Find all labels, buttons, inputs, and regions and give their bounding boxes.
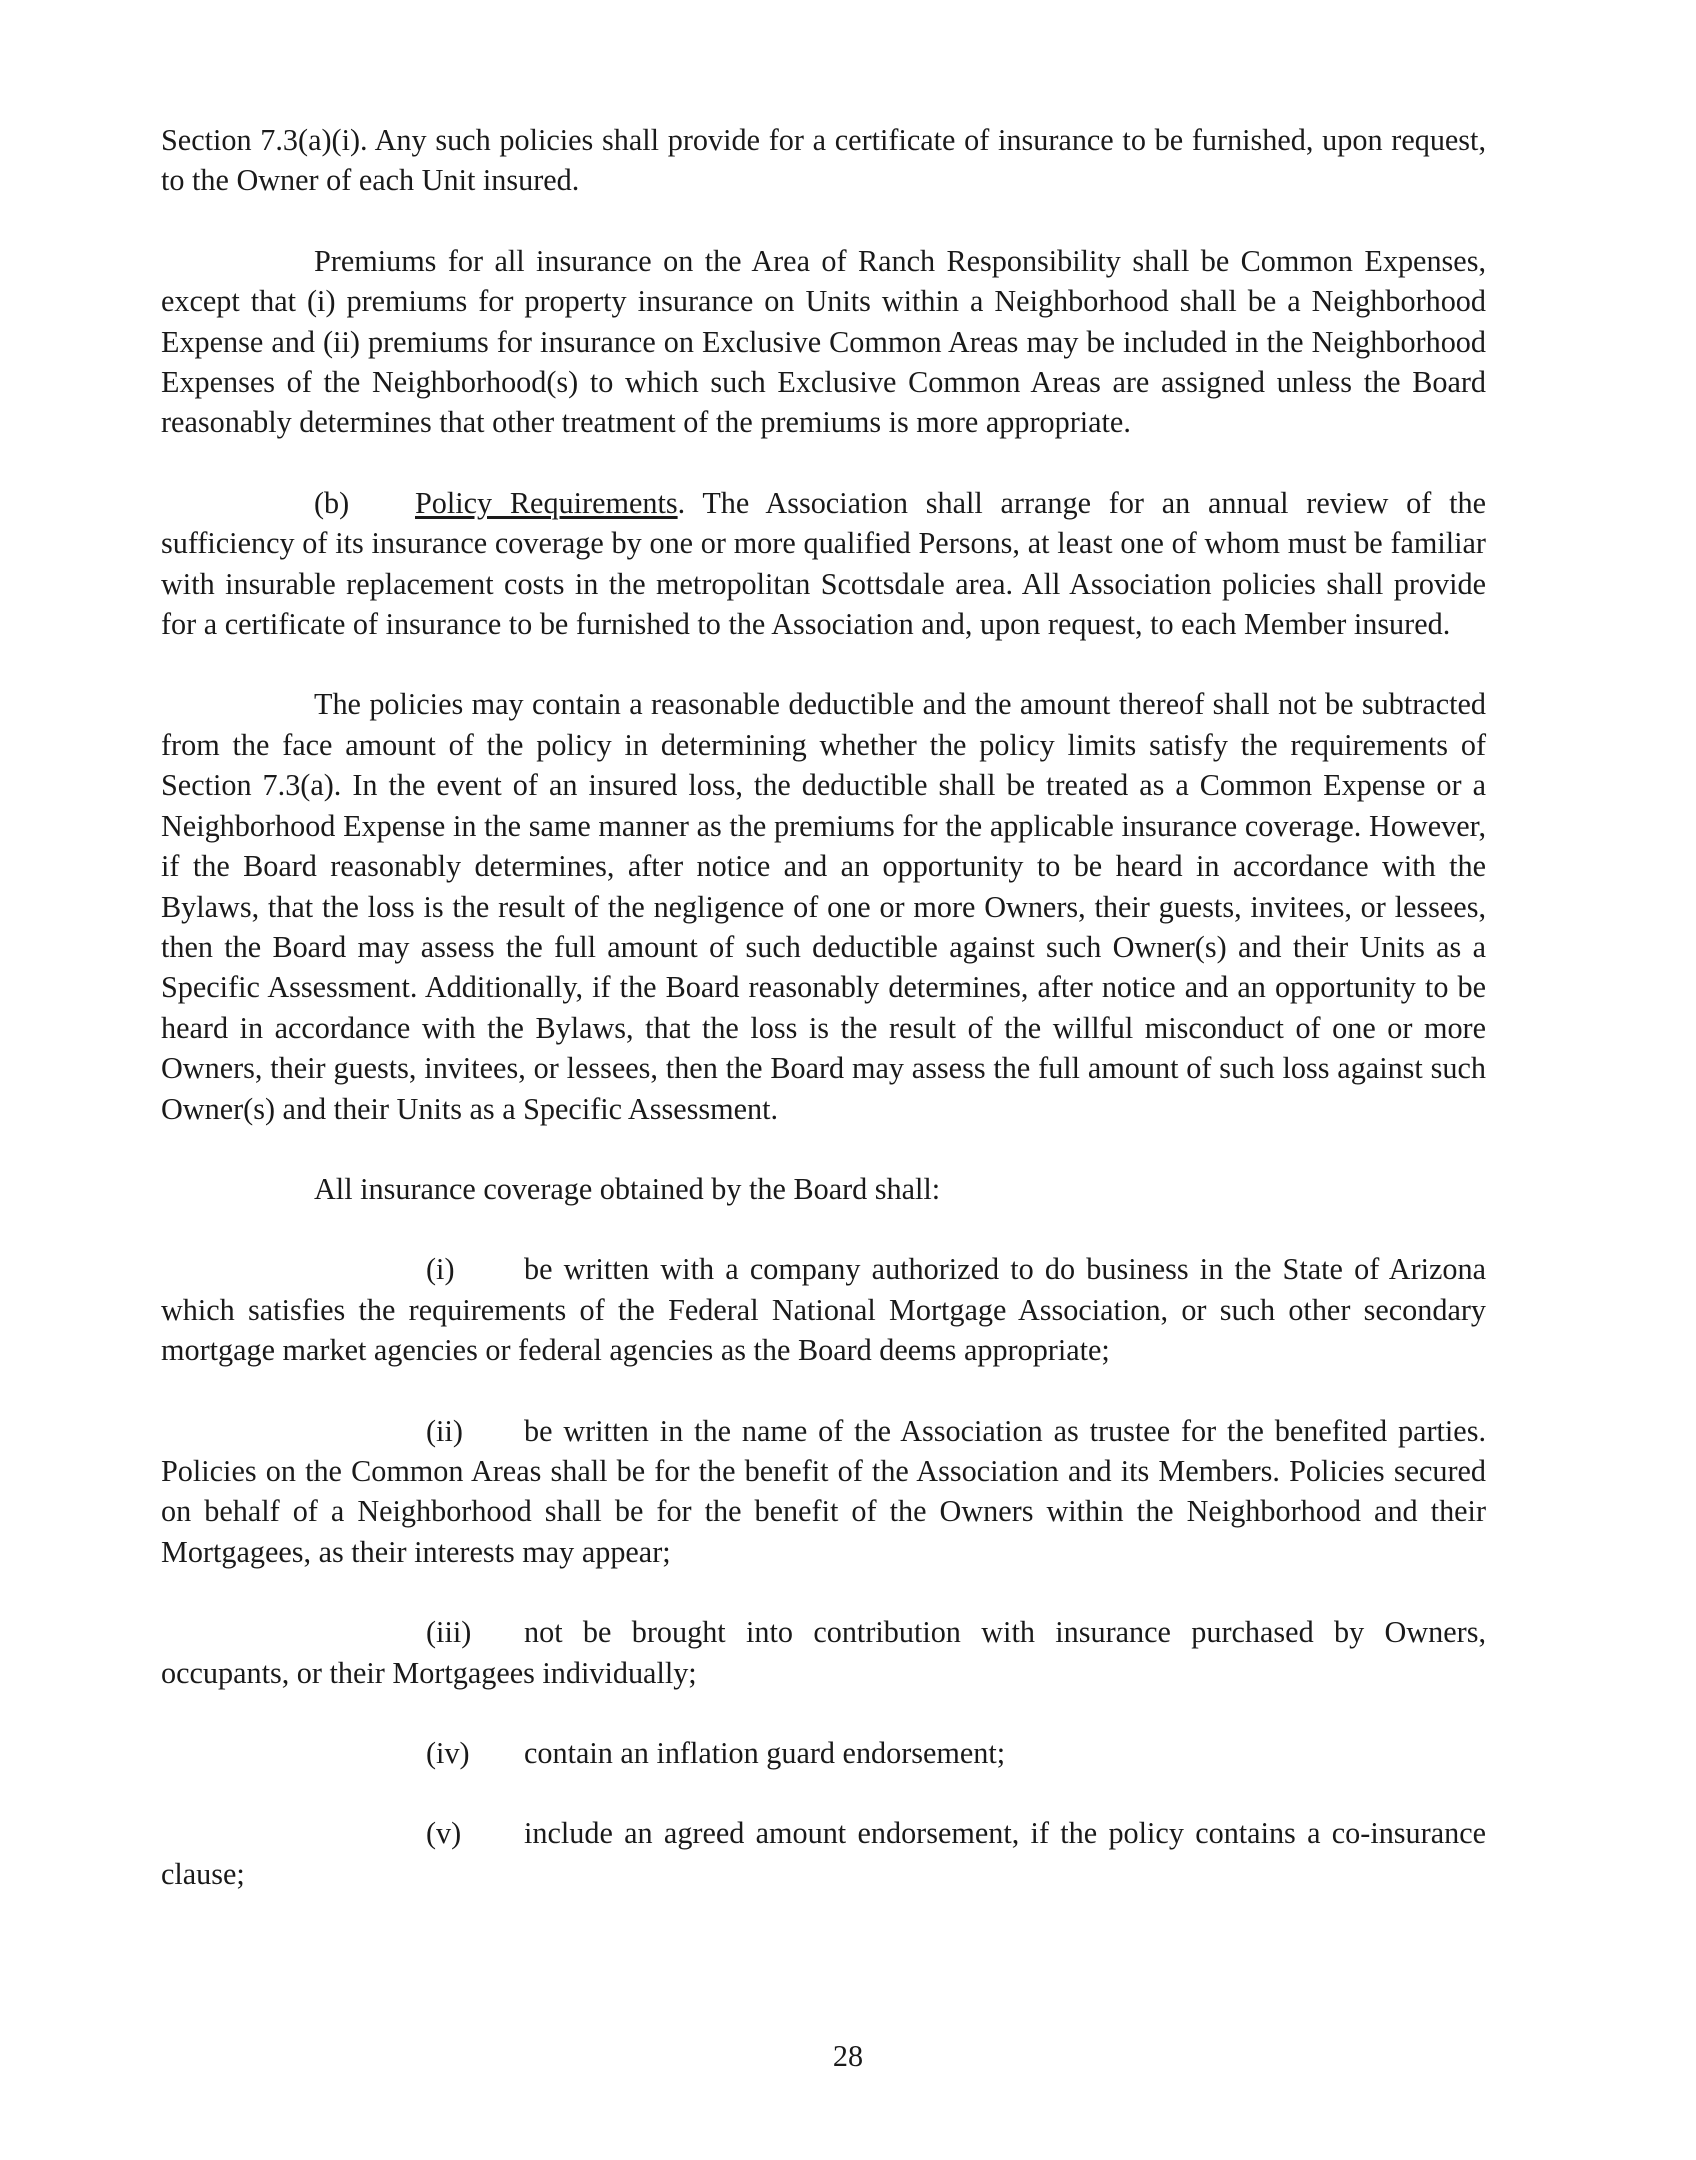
paragraph-continuation: Section 7.3(a)(i). Any such policies shall provide for a certificate of insurance to be furnished, upon request, to the Owner of each Unit insured.: [161, 123, 1486, 198]
list-item-label: (iv): [426, 1736, 470, 1770]
list-item-text: include an agreed amount endorsement, if the policy contains a co-insurance clause;: [161, 1816, 1486, 1891]
paragraph-coverage-intro: All insurance coverage obtained by the Board shall:: [314, 1171, 941, 1206]
document-page: [161, 120, 1486, 1894]
list-item-label: (ii): [426, 1413, 463, 1448]
list-item: [161, 1249, 1486, 1370]
list-item-text: not be brought into contribution with insurance purchased by Owners, occupants, or their Mortgagees individually;: [161, 1615, 1486, 1690]
list-item: [161, 1733, 1486, 1773]
paragraph-policy-requirements: [161, 483, 1486, 645]
list-item: [161, 1411, 1486, 1573]
list-item: [161, 1612, 1486, 1693]
paragraph-premiums: Premiums for all insurance on the Area of Ranch Responsibility shall be Common Expenses, except that (i) premiums for property insurance on Units within a Neighborhood shall be a Neighborhood Expense and (ii) premiums for insurance on Exclusive Common Areas may be included in the Neighborhood Expenses of the Neighborhood(s) to which such Exclusive Common Areas are assigned unless the Board reasonably determines that other treatment of the premiums is more appropriate.: [161, 243, 1486, 440]
subsection-heading: Policy Requirements: [415, 485, 678, 520]
list-item-text: be written in the name of the Association as trustee for the benefited parties. Policies on the Common Areas shall be for the benefit of the Association and its Members. Policies secured on behalf of a Neighborhood shall be for the benefit of the Owners within the Neighborhood and their Mortgagees, as their interests may appear;: [161, 1413, 1486, 1569]
list-item-label: (v): [426, 1816, 462, 1851]
subsection-text: . The Association shall arrange for an annual review of the sufficiency of its insurance coverage by one or more qualified Persons, at least one of whom must be familiar with insurable replacement costs in the metropolitan Scottsdale area. All Association policies shall provide for a certificate of insurance to be furnished to the Association and, upon request, to each Member insured.: [161, 485, 1486, 642]
page-number: 28: [832, 2039, 864, 2073]
list-item: [161, 1813, 1486, 1894]
list-item-text: be written with a company authorized to do business in the State of Arizona which satisfies the requirements of the Federal National Mortgage Association, or such other secondary mortgage market agencies or federal agencies as the Board deems appropriate;: [161, 1252, 1486, 1368]
list-item-label: (i): [426, 1252, 455, 1287]
list-item-label: (iii): [426, 1615, 472, 1650]
paragraph-deductible: The policies may contain a reasonable deductible and the amount thereof shall not be subtracted from the face amount of the policy in determining whether the policy limits satisfy the requirements of Section 7.3(a). In the event of an insured loss, the deductible shall be treated as a Common Expense or a Neighborhood Expense in the same manner as the premiums for the applicable insurance coverage. However, if the Board reasonably determines, after notice and an opportunity to be heard in accordance with the Bylaws, that the loss is the result of the negligence of one or more Owners, their guests, invitees, or lessees, then the Board may assess the full amount of such deductible against such Owner(s) and their Units as a Specific Assessment. Additionally, if the Board reasonably determines, after notice and an opportunity to be heard in accordance with the Bylaws, that the loss is the result of the willful misconduct of one or more Owners, their guests, invitees, or lessees, then the Board may assess the full amount of such loss against such Owner(s) and their Units as a Specific Assessment.: [161, 687, 1486, 1126]
list-item-text: contain an inflation guard endorsement;: [524, 1736, 1006, 1770]
subsection-label: (b): [314, 485, 350, 520]
